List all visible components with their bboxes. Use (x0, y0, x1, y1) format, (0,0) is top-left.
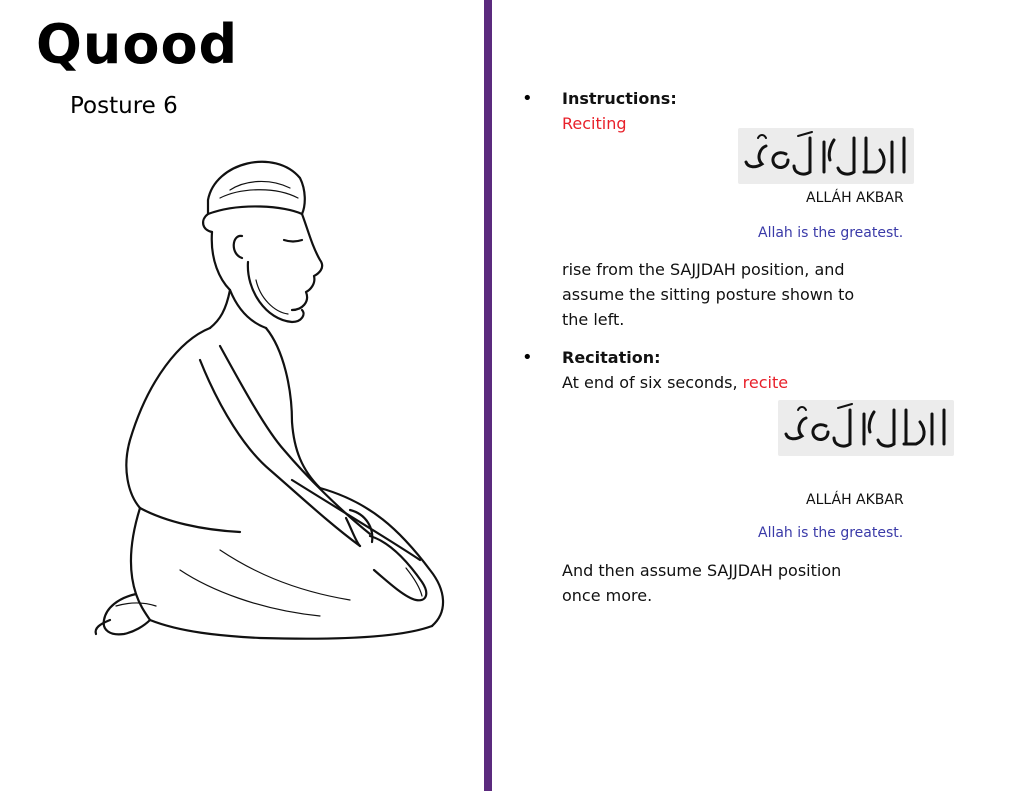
page-title: Quood (36, 13, 239, 76)
closing-line1: And then assume SAJJDAH position (562, 561, 842, 580)
recitation-text (562, 370, 788, 395)
instructions-body-line1: rise from the SAJJDAH position, and (562, 260, 845, 279)
instructions-heading: Instructions: (562, 89, 677, 108)
arabic-calligraphy-icon (778, 400, 954, 456)
arabic-calligraphy-icon (738, 128, 914, 184)
transliteration-1: ALLÁH AKBAR (806, 190, 904, 206)
recitation-text-prefix: At end of six seconds, (562, 373, 738, 392)
posture-subtitle: Posture 6 (70, 93, 178, 119)
closing-line2: once more. (562, 586, 653, 605)
recitation-text-highlight: recite (742, 373, 789, 392)
kneeling-figure-illustration (70, 150, 470, 680)
transliteration-2: ALLÁH AKBAR (806, 492, 904, 508)
translation-1: Allah is the greatest. (758, 225, 904, 241)
instructions-body-line3: the left. (562, 310, 625, 329)
translation-2: Allah is the greatest. (758, 525, 904, 541)
instructions-body-line2: assume the sitting posture shown to (562, 285, 855, 304)
instructions-action: Reciting (562, 114, 627, 133)
vertical-divider (484, 0, 492, 791)
bullet-marker: • (522, 347, 533, 368)
recitation-heading: Recitation: (562, 348, 661, 367)
bullet-marker: • (522, 88, 533, 109)
